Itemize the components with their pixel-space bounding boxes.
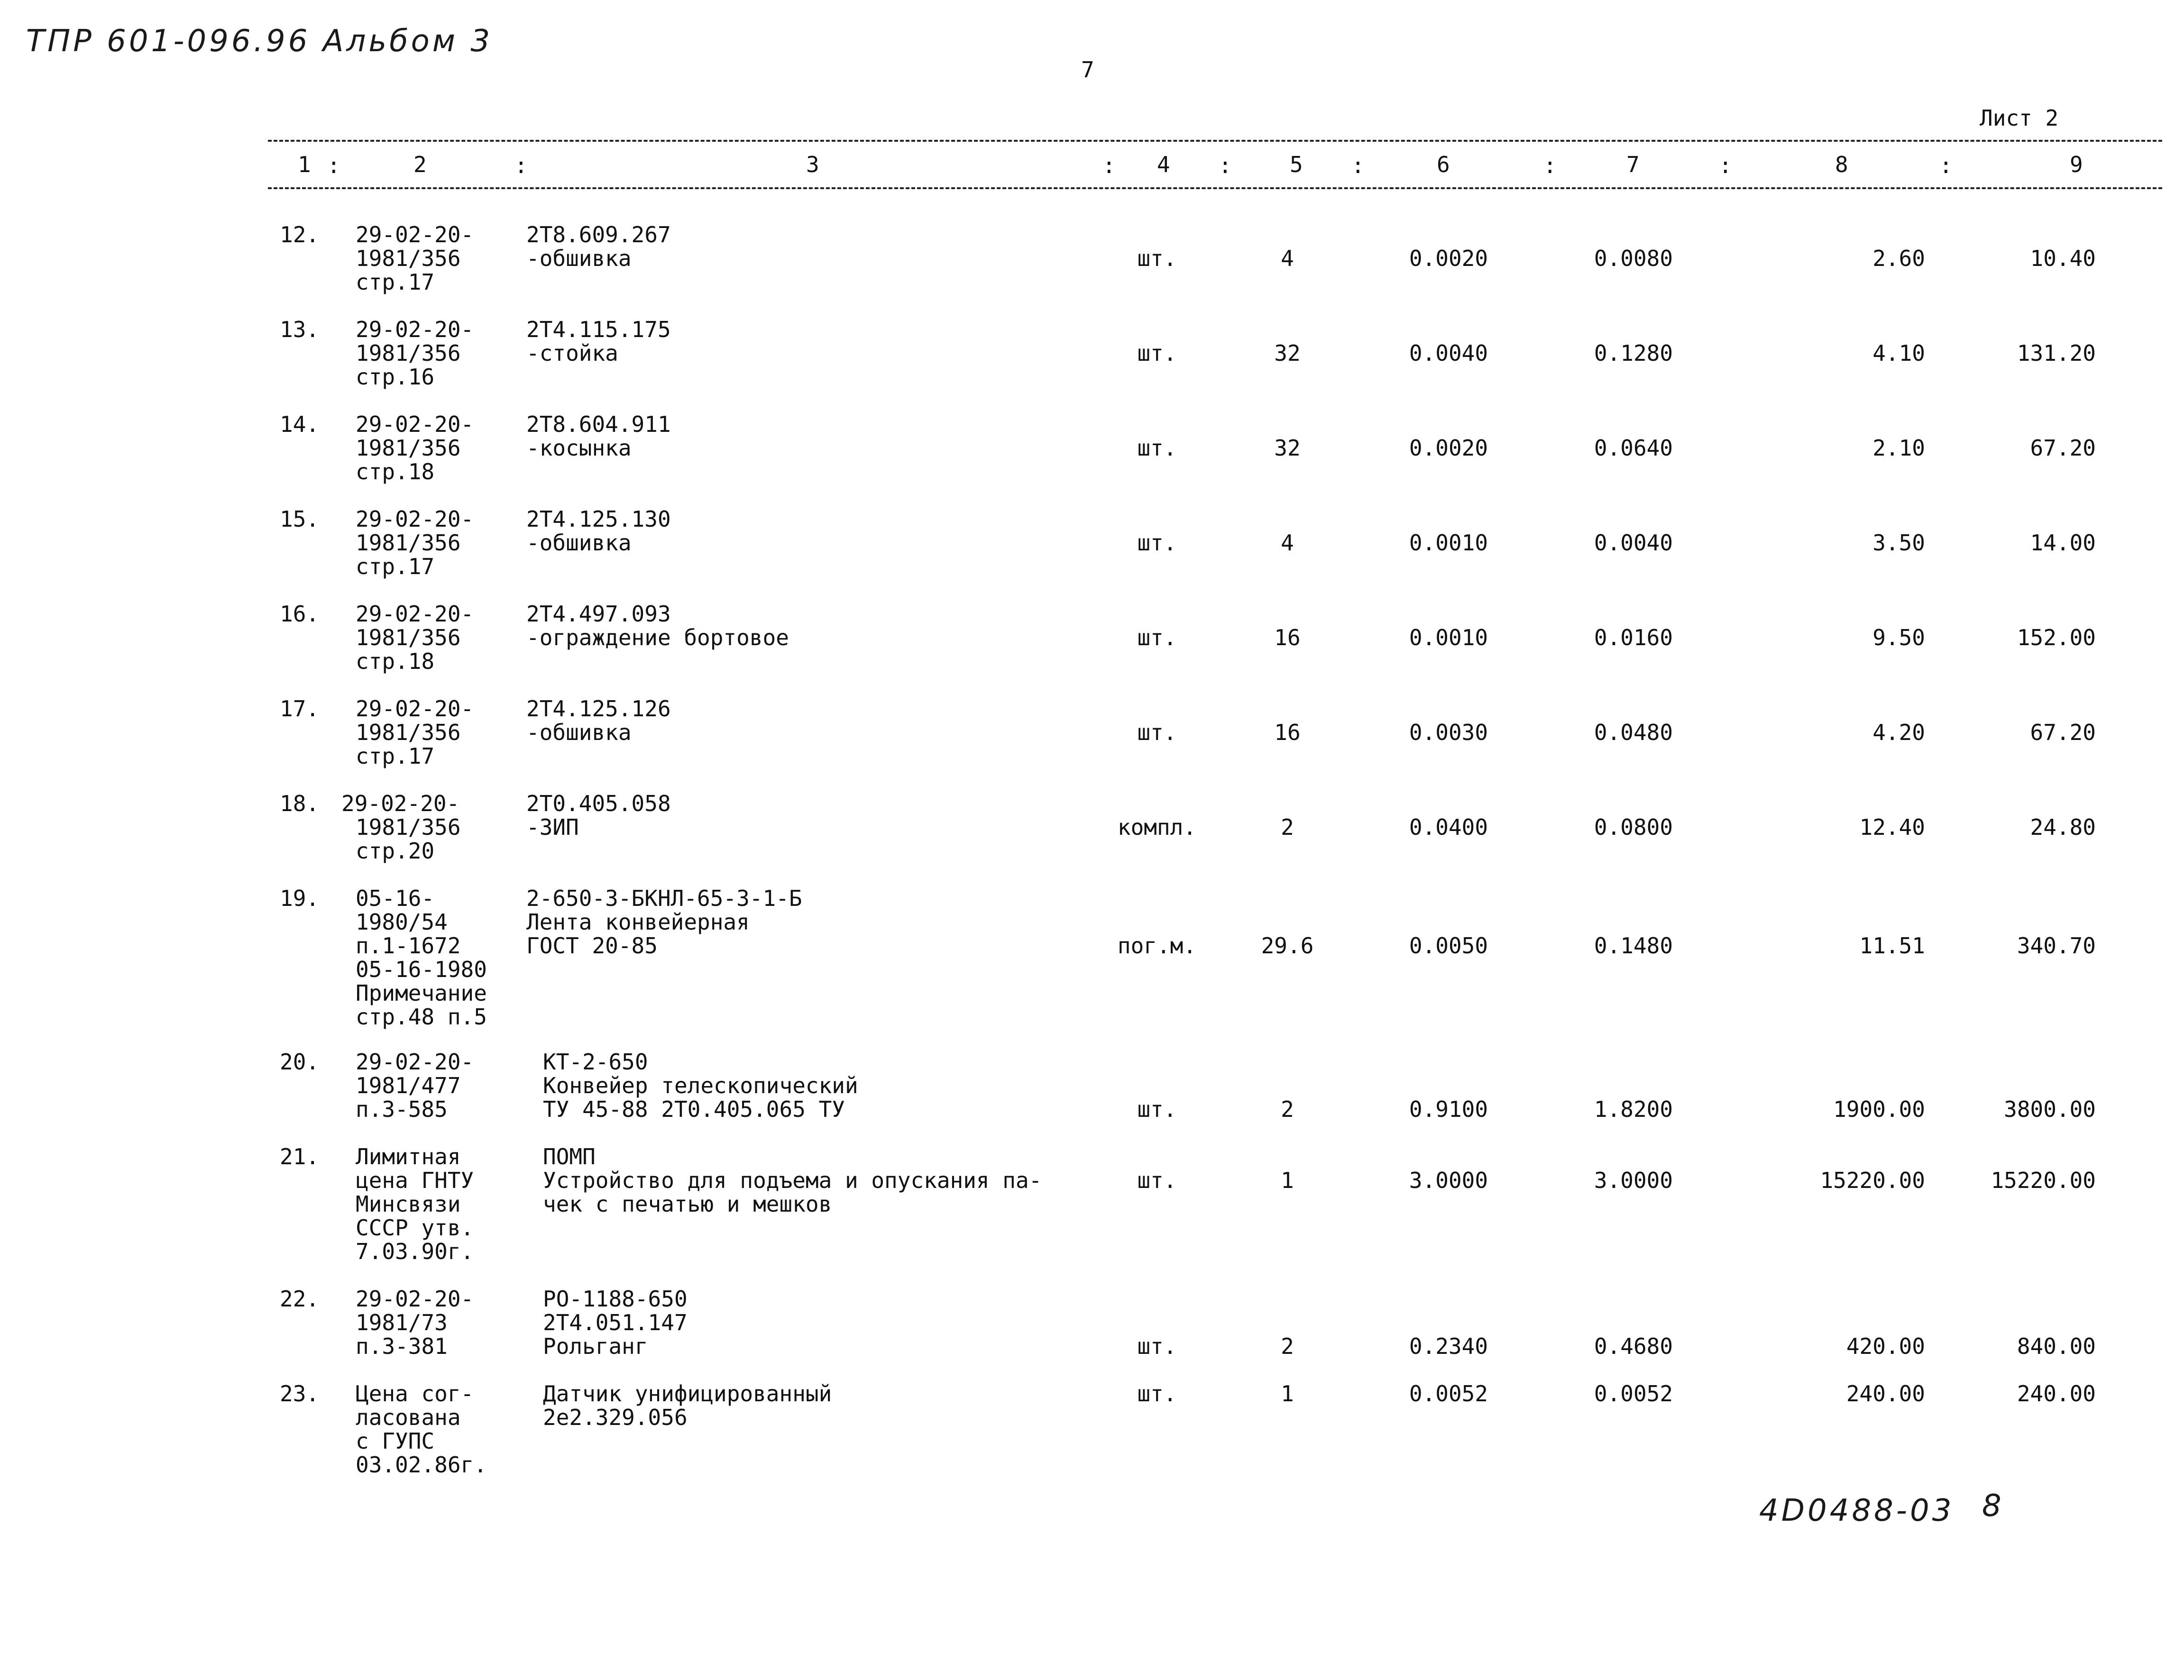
reference-line: 29-02-20- xyxy=(356,222,474,247)
column-6-value: 0.0010 xyxy=(1409,625,1488,650)
reference-line: 29-02-20- xyxy=(356,506,474,532)
reference-line: Примечание xyxy=(356,980,487,1006)
quantity-cell: 4 xyxy=(1281,530,1294,556)
column-separator: : xyxy=(514,153,528,178)
reference-cell xyxy=(356,886,487,1029)
reference-cell xyxy=(356,1050,474,1121)
unit-cell: шт. xyxy=(1137,530,1177,556)
reference-line: 05-16-1980 xyxy=(356,957,487,982)
reference-line: 29-02-20- xyxy=(356,1286,474,1312)
column-header-6: 6 xyxy=(1437,152,1450,177)
quantity-cell: 4 xyxy=(1281,246,1294,271)
quantity-cell: 29.6 xyxy=(1261,933,1314,959)
reference-line: 29-02-20- xyxy=(356,317,474,342)
description-line: -косынка xyxy=(526,435,632,461)
reference-line: стр.48 п.5 xyxy=(356,1004,487,1030)
column-8-value: 4.10 xyxy=(1872,340,1925,366)
description-line: ГОСТ 20-85 xyxy=(526,933,658,959)
description-line: 2Т8.604.911 xyxy=(526,411,671,437)
unit-cell: шт. xyxy=(1137,625,1177,650)
quantity-cell: 1 xyxy=(1281,1168,1294,1193)
column-9-value: 340.70 xyxy=(2017,933,2096,959)
column-6-value: 0.0030 xyxy=(1409,720,1488,745)
row-number: 20. xyxy=(280,1049,320,1075)
reference-line: п.3-585 xyxy=(356,1096,448,1122)
reference-line: стр.20 xyxy=(356,838,435,864)
row-number: 19. xyxy=(280,886,320,911)
description-cell xyxy=(543,1382,832,1429)
description-line: 2Т8.609.267 xyxy=(526,222,671,247)
column-6-value: 0.0050 xyxy=(1409,933,1488,959)
column-6-value: 0.2340 xyxy=(1409,1333,1488,1359)
reference-line: Лимитная xyxy=(356,1144,461,1169)
row-number: 22. xyxy=(280,1286,320,1312)
column-9-value: 10.40 xyxy=(2030,246,2096,271)
column-8-value: 2.60 xyxy=(1872,246,1925,271)
unit-cell: пог.м. xyxy=(1117,933,1197,959)
column-9-value: 24.80 xyxy=(2030,814,2096,840)
handwritten-document-code: 4D0488-03 xyxy=(1759,1493,1955,1528)
column-separator: : xyxy=(327,153,340,178)
reference-line: 29-02-20- xyxy=(341,791,460,816)
description-cell xyxy=(526,412,671,460)
reference-line: 1980/54 xyxy=(356,909,448,935)
column-9-value: 152.00 xyxy=(2017,625,2096,650)
reference-cell xyxy=(356,697,474,768)
row-number: 13. xyxy=(280,317,320,342)
column-7-value: 0.0080 xyxy=(1594,246,1673,271)
description-cell xyxy=(543,1287,688,1358)
reference-cell xyxy=(356,223,474,294)
column-9-value: 240.00 xyxy=(2017,1381,2096,1406)
reference-line: 1981/477 xyxy=(356,1073,461,1098)
description-line: 2Т4.125.126 xyxy=(526,696,671,721)
reference-cell xyxy=(341,792,461,863)
column-7-value: 0.0480 xyxy=(1594,720,1673,745)
description-line: ТУ 45-88 2Т0.405.065 ТУ xyxy=(543,1096,845,1122)
unit-cell: шт. xyxy=(1137,720,1177,745)
page-number: 7 xyxy=(1081,57,1094,82)
row-number: 21. xyxy=(280,1144,320,1169)
column-7-value: 0.0052 xyxy=(1594,1381,1673,1406)
column-9-value: 131.20 xyxy=(2017,340,2096,366)
column-header-2: 2 xyxy=(413,152,427,177)
column-8-value: 9.50 xyxy=(1872,625,1925,650)
reference-line: 1981/356 xyxy=(356,246,461,271)
reference-line: 1981/356 xyxy=(356,530,461,556)
column-7-value: 1.8200 xyxy=(1594,1096,1673,1122)
column-7-value: 0.0640 xyxy=(1594,435,1673,461)
unit-cell: шт. xyxy=(1137,435,1177,461)
column-7-value: 0.0160 xyxy=(1594,625,1673,650)
column-6-value: 0.0400 xyxy=(1409,814,1488,840)
reference-line: СССР утв. xyxy=(356,1215,474,1241)
column-6-value: 3.0000 xyxy=(1409,1168,1488,1193)
column-separator: : xyxy=(1543,153,1557,178)
column-header-7: 7 xyxy=(1626,152,1640,177)
column-7-value: 0.1280 xyxy=(1594,340,1673,366)
reference-line: с ГУПС xyxy=(356,1428,435,1454)
column-separator: : xyxy=(1939,153,1953,178)
description-line: -обшивка xyxy=(526,530,632,556)
description-line: Датчик унифицированный xyxy=(543,1381,832,1406)
column-header-5: 5 xyxy=(1290,152,1303,177)
column-7-value: 3.0000 xyxy=(1594,1168,1673,1193)
description-line: чек с печатью и мешков xyxy=(543,1191,832,1217)
column-6-value: 0.0010 xyxy=(1409,530,1488,556)
description-line: 2-650-3-БКНЛ-65-3-1-Б xyxy=(526,886,802,911)
column-7-value: 0.0040 xyxy=(1594,530,1673,556)
description-line: -ограждение бортовое xyxy=(526,625,789,650)
column-9-value: 840.00 xyxy=(2017,1333,2096,1359)
column-header-3: 3 xyxy=(806,152,819,177)
column-6-value: 0.0040 xyxy=(1409,340,1488,366)
column-6-value: 0.0052 xyxy=(1409,1381,1488,1406)
reference-line: 1981/356 xyxy=(356,435,461,461)
row-number: 16. xyxy=(280,601,320,627)
column-header-1: 1 xyxy=(298,152,311,177)
description-line: Рольганг xyxy=(543,1333,648,1359)
column-9-value: 14.00 xyxy=(2030,530,2096,556)
unit-cell: шт. xyxy=(1137,1096,1177,1122)
column-7-value: 0.4680 xyxy=(1594,1333,1673,1359)
reference-line: 1981/356 xyxy=(356,814,461,840)
unit-cell: шт. xyxy=(1137,1333,1177,1359)
description-line: 2Т4.125.130 xyxy=(526,506,671,532)
reference-line: п.3-381 xyxy=(356,1333,448,1359)
reference-line: 1981/356 xyxy=(356,625,461,650)
reference-cell xyxy=(356,507,474,578)
description-cell xyxy=(526,602,789,649)
description-line: -ЗИП xyxy=(526,814,579,840)
column-9-value: 67.20 xyxy=(2030,435,2096,461)
reference-line: 1981/356 xyxy=(356,340,461,366)
column-separator: : xyxy=(1719,153,1732,178)
column-9-value: 3800.00 xyxy=(2004,1096,2096,1122)
reference-line: стр.17 xyxy=(356,269,435,295)
reference-line: 03.02.86г. xyxy=(356,1452,487,1478)
description-cell xyxy=(543,1145,1042,1216)
sheet-label: Лист 2 xyxy=(1980,105,2059,131)
quantity-cell: 16 xyxy=(1274,625,1301,650)
reference-line: 29-02-20- xyxy=(356,1049,474,1075)
description-line: 2Т4.115.175 xyxy=(526,317,671,342)
column-separator: : xyxy=(1102,153,1116,178)
quantity-cell: 32 xyxy=(1274,435,1301,461)
unit-cell: шт. xyxy=(1137,246,1177,271)
reference-line: 1981/73 xyxy=(356,1310,448,1335)
row-number: 12. xyxy=(280,222,320,247)
header-top-rule xyxy=(268,140,2162,142)
row-number: 14. xyxy=(280,411,320,437)
description-line: Устройство для подъема и опускания па- xyxy=(543,1168,1042,1193)
column-9-value: 67.20 xyxy=(2030,720,2096,745)
column-6-value: 0.0020 xyxy=(1409,435,1488,461)
quantity-cell: 16 xyxy=(1274,720,1301,745)
unit-cell: шт. xyxy=(1137,1381,1177,1406)
description-cell xyxy=(526,223,671,270)
description-line: -обшивка xyxy=(526,246,632,271)
quantity-cell: 1 xyxy=(1281,1381,1294,1406)
column-header-4: 4 xyxy=(1157,152,1170,177)
column-8-value: 4.20 xyxy=(1872,720,1925,745)
column-separator: : xyxy=(1219,153,1232,178)
quantity-cell: 2 xyxy=(1281,1333,1294,1359)
description-line: 2е2.329.056 xyxy=(543,1405,688,1430)
reference-line: стр.16 xyxy=(356,364,435,390)
unit-cell: шт. xyxy=(1137,1168,1177,1193)
description-line: Конвейер телескопический xyxy=(543,1073,858,1098)
description-cell xyxy=(543,1050,858,1121)
column-8-value: 12.40 xyxy=(1859,814,1925,840)
reference-cell xyxy=(356,1145,474,1263)
row-number: 17. xyxy=(280,696,320,721)
column-8-value: 2.10 xyxy=(1872,435,1925,461)
column-6-value: 0.9100 xyxy=(1409,1096,1488,1122)
column-header-8: 8 xyxy=(1835,152,1848,177)
reference-line: 05-16- xyxy=(356,886,435,911)
column-8-value: 15220.00 xyxy=(1820,1168,1925,1193)
column-8-value: 420.00 xyxy=(1846,1333,1925,1359)
description-cell xyxy=(526,507,671,555)
reference-line: п.1-1672 xyxy=(356,933,461,959)
description-line: КТ-2-650 xyxy=(543,1049,648,1075)
row-number: 18. xyxy=(280,791,320,816)
description-line: Лента конвейерная xyxy=(526,909,750,935)
reference-line: 29-02-20- xyxy=(356,696,474,721)
description-line: 2Т4.051.147 xyxy=(543,1310,688,1335)
description-cell xyxy=(526,318,671,365)
reference-line: стр.17 xyxy=(356,743,435,769)
handwritten-page-number: 8 xyxy=(1982,1488,2004,1524)
column-8-value: 11.51 xyxy=(1859,933,1925,959)
reference-cell xyxy=(356,1382,487,1477)
column-8-value: 3.50 xyxy=(1872,530,1925,556)
reference-cell xyxy=(356,602,474,673)
unit-cell: шт. xyxy=(1137,340,1177,366)
description-cell xyxy=(526,697,671,744)
description-line: 2Т0.405.058 xyxy=(526,791,671,816)
row-number: 23. xyxy=(280,1381,320,1406)
description-cell xyxy=(526,886,802,958)
reference-cell xyxy=(356,412,474,484)
reference-line: стр.17 xyxy=(356,554,435,579)
description-line: 2Т4.497.093 xyxy=(526,601,671,627)
reference-line: 29-02-20- xyxy=(356,601,474,627)
column-6-value: 0.0020 xyxy=(1409,246,1488,271)
reference-line: стр.18 xyxy=(356,459,435,484)
reference-line: стр.18 xyxy=(356,648,435,674)
reference-cell xyxy=(356,318,474,389)
column-separator: : xyxy=(1351,153,1365,178)
column-header-9: 9 xyxy=(2070,152,2083,177)
unit-cell: компл. xyxy=(1117,814,1197,840)
quantity-cell: 2 xyxy=(1281,814,1294,840)
reference-line: ласована xyxy=(356,1405,461,1430)
reference-line: цена ГНТУ xyxy=(356,1168,474,1193)
description-cell xyxy=(526,792,671,839)
reference-line: 7.03.90г. xyxy=(356,1239,474,1264)
handwritten-title: ТПР 601-096.96 Альбом 3 xyxy=(26,24,493,59)
quantity-cell: 32 xyxy=(1274,340,1301,366)
row-number: 15. xyxy=(280,506,320,532)
reference-line: Цена сог- xyxy=(356,1381,474,1406)
quantity-cell: 2 xyxy=(1281,1096,1294,1122)
column-9-value: 15220.00 xyxy=(1991,1168,2096,1193)
column-8-value: 240.00 xyxy=(1846,1381,1925,1406)
reference-line: 29-02-20- xyxy=(356,411,474,437)
reference-cell xyxy=(356,1287,474,1358)
reference-line: 1981/356 xyxy=(356,720,461,745)
header-bottom-rule xyxy=(268,187,2162,189)
description-line: ПОМП xyxy=(543,1144,596,1169)
description-line: -обшивка xyxy=(526,720,632,745)
column-7-value: 0.0800 xyxy=(1594,814,1673,840)
description-line: -стойка xyxy=(526,340,618,366)
column-8-value: 1900.00 xyxy=(1833,1096,1925,1122)
column-7-value: 0.1480 xyxy=(1594,933,1673,959)
description-line: РО-1188-650 xyxy=(543,1286,688,1312)
reference-line: Минсвязи xyxy=(356,1191,461,1217)
